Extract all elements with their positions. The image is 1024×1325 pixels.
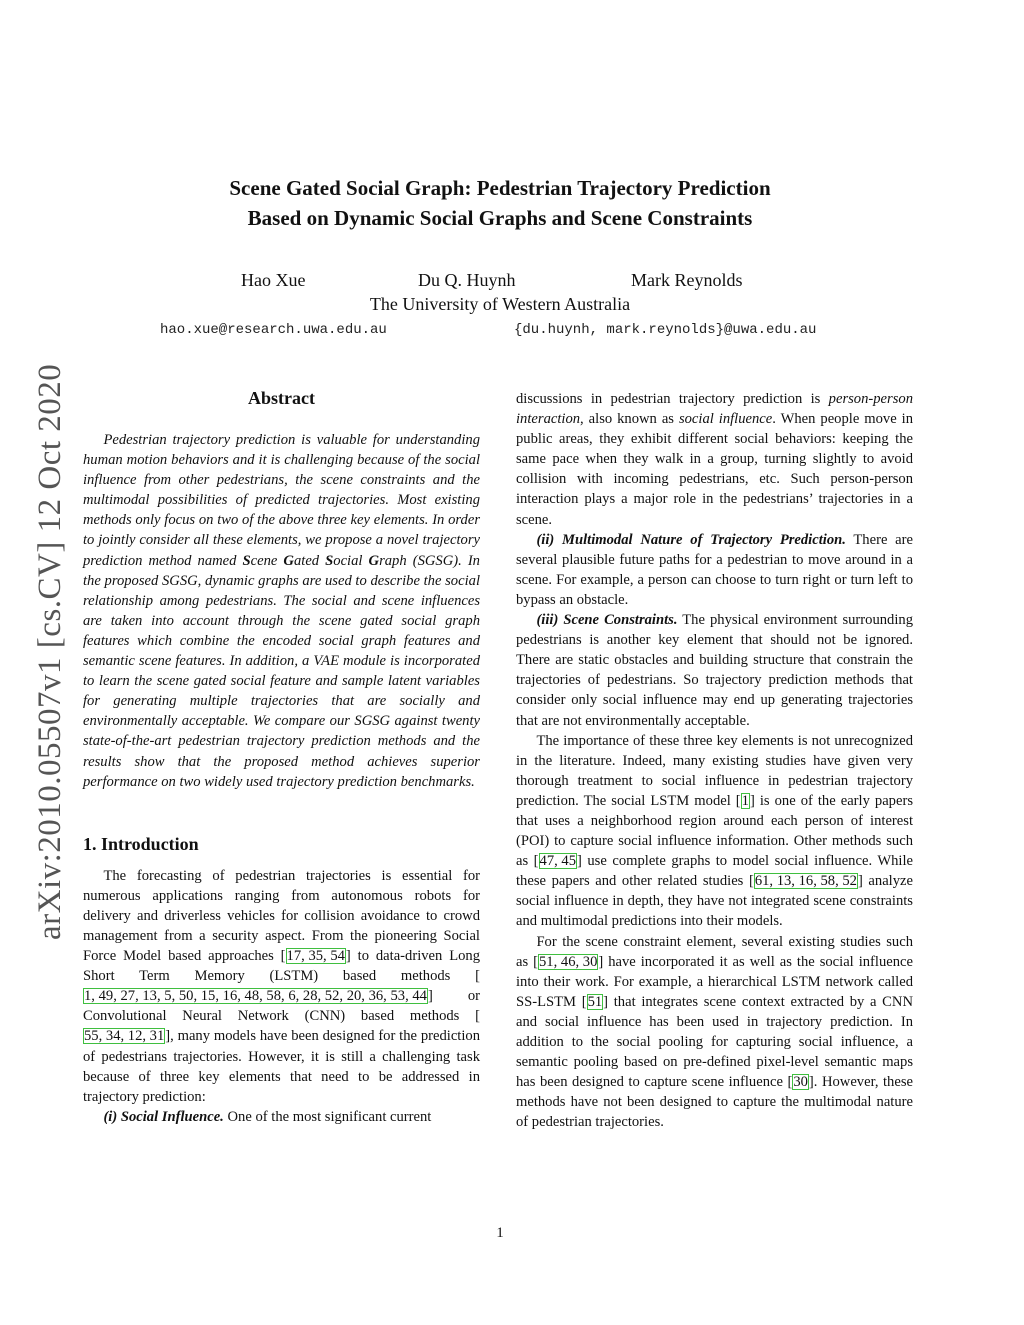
intro-paragraph-2: (i) Social Influence. One of the most significant current <box>103 1108 432 1125</box>
citation-link[interactable]: 55, 34, 12, 31 <box>84 1028 165 1045</box>
citation-link[interactable]: 51, 46, 30 <box>539 953 598 970</box>
abstract-heading: Abstract <box>248 388 315 408</box>
citation-link[interactable]: 47, 45 <box>539 853 577 870</box>
citation-link[interactable]: 61, 13, 16, 58, 52 <box>754 873 857 890</box>
author-list <box>0 270 1024 296</box>
intro-paragraph-4: (ii) Multimodal Nature of Trajectory Prediction. There are several plausible future paths for a pedestrian to move around in a scene. For example, a person can choose to turn right or turn left to bypass an obstacle. <box>516 531 913 608</box>
title-line-2: Based on Dynamic Social Graphs and Scene Constraints <box>247 206 753 230</box>
citation-link[interactable]: 17, 35, 54 <box>286 948 345 965</box>
citation-link[interactable]: 51 <box>587 993 603 1010</box>
affiliation: The University of Western Australia <box>369 294 631 314</box>
left-column <box>83 386 480 1127</box>
author-3: Mark Reynolds <box>631 270 743 290</box>
citation-link[interactable]: 30 <box>793 1074 808 1091</box>
intro-paragraph-7: For the scene constraint element, several existing studies such as [51, 46, 30] have incorporated it as well as the social influence into their work. For example, a hierarchical LSTM network called SS-LSTM [51] that integrates scene context extracted by a CNN and social influence has been used in trajectory prediction. In addition to the social pooling for capturing social influence, a semantic pooling based on pre-defined pixel-level semantic maps has been designed to capture scene influence [30]. However, these methods have not been designed to capture the multimodal nature of pedestrian trajectories. <box>516 933 913 1131</box>
intro-paragraph-5: (iii) Scene Constraints. The physical environment surrounding pedestrians is another key element that should not be ignored. There are static obstacles and building structure that constrain the trajectories of pedestrians. So trajectory prediction methods that consider only social influence may end up generating trajectories that are not environmentally acceptable. <box>516 612 913 729</box>
citation-link[interactable]: 1, 49, 27, 13, 5, 50, 15, 16, 48, 58, 6, 28, 52, 20, 36, 53, 44 <box>84 988 427 1005</box>
email-left: hao.xue@research.uwa.edu.au <box>160 322 387 338</box>
intro-paragraph-6: The importance of these three key elements is not unrecognized in the literature. Indeed, many existing studies have given very thorough treatment to social influence in pedestrian trajectory prediction. The social LSTM model [1] is one of the early papers that uses a neighborhood region around each person of interest (POI) to capture social influence information. Other methods such as [47, 45] use complete graphs to model social influence. While these papers and other related studies [61, 13, 16, 58, 52] analyze social influence in depth, they have not integrated scene constraints and multimodal predictions into their models. <box>516 732 913 930</box>
section-heading-introduction: 1. Introduction <box>83 833 199 854</box>
abstract-text: Pedestrian trajectory prediction is valuable for understanding human motion behaviors and it is challenging because of the social influence from other pedestrians, the scene constraints and the multimodal possibilities of predicted trajectories. Most existing methods only focus on two of the above three key elements. In order to jointly consider all these elements, we propose a novel trajectory prediction method named Scene Gated Social Graph (SGSG). In the proposed SGSG, dynamic graphs are used to describe the social relationship among pedestrians. The social and scene influences are taken into account through the scene gated social graph features which combine the encoded social graph features and semantic scene features. In addition, a VAE module is incorporated to learn the scene gated social feature and sample latent variables for generating multiple trajectories that are socially and environmentally acceptable. We compare our SGSG against twenty state-of-the-art pedestrian trajectory prediction methods and the results show that the proposed method achieves superior performance on two widely used trajectory prediction benchmarks. <box>83 432 480 790</box>
intro-paragraph-1: The forecasting of pedestrian trajectories is essential for numerous applications ranging from autonomous robots for delivery and driverless vehicles for collision avoidance to crowd management from a security aspect. From the pioneering Social Force Model based approaches [17, 35, 54] to data-driven Long Short Term Memory (LSTM) based methods [1, 49, 27, 13, 5, 50, 15, 16, 48, 58, 6, 28, 52, 20, 36, 53, 44] or Convolutional Neural Network (CNN) based methods [55, 34, 12, 31], many models have been designed for the prediction of pedestrians trajectories. However, it is still a challenging task because of three key elements that need to be addressed in trajectory prediction: <box>83 867 480 1105</box>
email-right: {du.huynh, mark.reynolds}@uwa.edu.au <box>514 322 817 338</box>
page-number: 1 <box>496 1225 504 1241</box>
right-column <box>516 389 913 1132</box>
paper-title <box>0 173 1000 233</box>
title-line-1: Scene Gated Social Graph: Pedestrian Trajectory Prediction <box>229 176 771 200</box>
arxiv-stamp: arXiv:2010.05507v1 [cs.CV] 12 Oct 2020 <box>32 363 68 940</box>
citation-link[interactable]: 1 <box>741 792 749 809</box>
author-1: Hao Xue <box>241 270 306 290</box>
intro-paragraph-3: discussions in pedestrian trajectory prediction is person-person interaction, also known as social influence. When people move in public areas, they exhibit different social behaviors: keeping the same pace when they walk in a group, turning slightly to avoid collision with incoming pedestrians, etc. Such person-person interaction plays a major role in the pedestrians’ trajectories in a scene. <box>516 391 913 528</box>
author-2: Du Q. Huynh <box>418 270 516 290</box>
